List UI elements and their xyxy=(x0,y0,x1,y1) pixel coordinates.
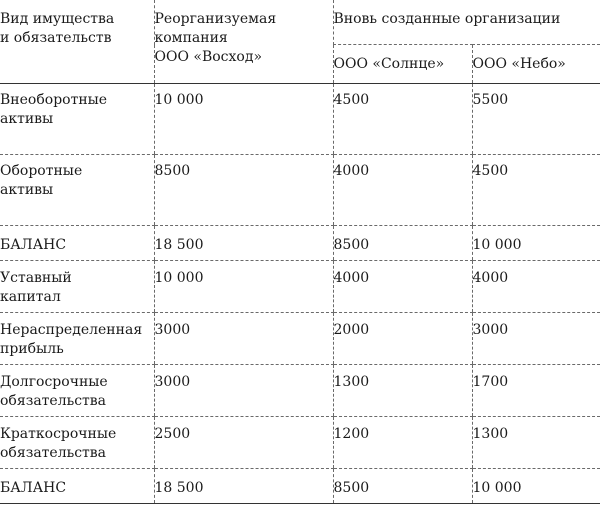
row-label: БАЛАНС xyxy=(0,226,154,261)
cell-solntse: 4000 xyxy=(333,155,472,226)
cell-solntse: 4000 xyxy=(333,261,472,313)
header-asset-type-line1: Вид имущества xyxy=(0,11,115,27)
header-reorganized-line3: ООО «Восход» xyxy=(154,49,263,65)
cell-voskhod: 18 500 xyxy=(154,469,333,504)
row-label-line1: Краткосрочные xyxy=(0,426,117,442)
cell-nebo: 1700 xyxy=(472,365,600,417)
cell-nebo: 3000 xyxy=(472,313,600,365)
cell-voskhod: 2500 xyxy=(154,417,333,469)
header-reorganized-line2: компания xyxy=(154,30,228,46)
header-org-solntse: ООО «Солнце» xyxy=(333,45,472,84)
row-label-line2: прибыль xyxy=(0,341,64,357)
cell-solntse: 8500 xyxy=(333,469,472,504)
cell-voskhod: 8500 xyxy=(154,155,333,226)
row-label-line2: обязательства xyxy=(0,445,107,461)
cell-nebo: 5500 xyxy=(472,84,600,155)
cell-nebo: 10 000 xyxy=(472,469,600,504)
row-label-line2: активы xyxy=(0,111,54,127)
cell-voskhod: 18 500 xyxy=(154,226,333,261)
row-label xyxy=(0,365,154,417)
row-label xyxy=(0,313,154,365)
cell-solntse: 8500 xyxy=(333,226,472,261)
row-label-line1: Нераспределенная xyxy=(0,322,143,338)
header-reorganized-line1: Реорганизуемая xyxy=(154,11,277,27)
row-label xyxy=(0,155,154,226)
cell-voskhod: 3000 xyxy=(154,313,333,365)
row-label xyxy=(0,261,154,313)
cell-solntse: 4500 xyxy=(333,84,472,155)
row-label-line2: активы xyxy=(0,182,54,198)
row-label xyxy=(0,84,154,155)
row-label-line1: Уставный xyxy=(0,270,72,286)
cell-solntse: 1300 xyxy=(333,365,472,417)
cell-voskhod: 10 000 xyxy=(154,84,333,155)
cell-nebo: 10 000 xyxy=(472,226,600,261)
cell-solntse: 2000 xyxy=(333,313,472,365)
cell-voskhod: 10 000 xyxy=(154,261,333,313)
row-label-line1: Внеоборотные xyxy=(0,92,108,108)
cell-voskhod: 3000 xyxy=(154,365,333,417)
row-label: БАЛАНС xyxy=(0,469,154,504)
cell-solntse: 1200 xyxy=(333,417,472,469)
row-label-line1: Оборотные xyxy=(0,163,83,179)
header-asset-type xyxy=(0,0,154,84)
header-new-organizations: Вновь созданные организации xyxy=(333,0,600,45)
cell-nebo: 4000 xyxy=(472,261,600,313)
row-label-line2: капитал xyxy=(0,289,61,305)
row-label xyxy=(0,417,154,469)
cell-nebo: 1300 xyxy=(472,417,600,469)
row-label-line2: обязательства xyxy=(0,393,107,409)
header-org-nebo: ООО «Небо» xyxy=(472,45,600,84)
header-asset-type-line2: и обязательств xyxy=(0,30,112,46)
row-label-line1: Долгосрочные xyxy=(0,374,108,390)
cell-nebo: 4500 xyxy=(472,155,600,226)
header-reorganized-company xyxy=(154,0,333,84)
